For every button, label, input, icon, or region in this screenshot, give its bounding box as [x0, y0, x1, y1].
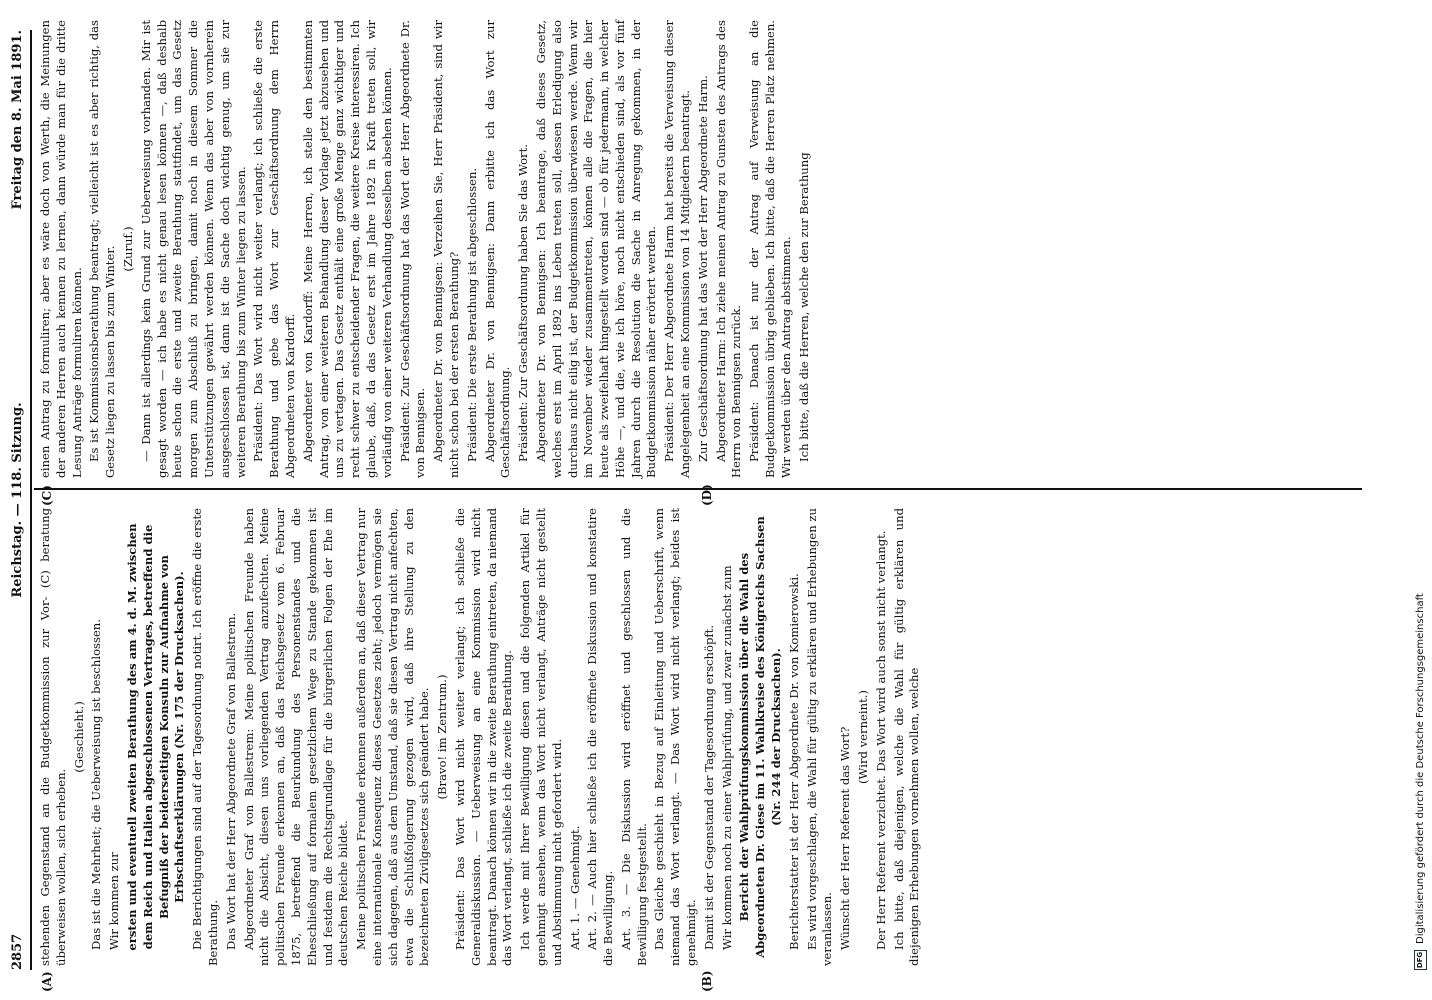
paragraph: Es ist Kommissionsberathung beantragt; vielleicht ist es aber richtig, das Gesetz liegen zu lassen bis zum Winter. [87, 20, 118, 478]
paragraph: Präsident: Die erste Berathung ist abgeschlossen. [464, 167, 479, 462]
paragraph: Präsident: Zur Geschäftsordnung hat das Wort der Herr Abgeordnete Dr. von Bennigsen. [397, 20, 428, 478]
paragraph: Art. 1. — Genehmigt. [567, 825, 582, 950]
paragraph: (Bravo! im Zentrum.) [435, 674, 450, 800]
paragraph: Die Berichtigungen sind auf der Tagesordnung notirt. Ich eröffne die erste Berathung. [190, 508, 220, 966]
paragraph: Abgeordneter Harm: Ich ziehe meinen Antrag zu Gunsten des Antrags des Herrn von Bennigsen zurück. [713, 20, 744, 478]
paragraph: Das Gleiche geschieht in Bezug auf Einleitung und Ueberschrift, wenn niemand das Wort verlangt. — Das Wort wird nicht verlangt; beides ist genehmigt. [652, 508, 699, 966]
paragraph: Wir kommen noch zu einer Wahlprüfung, und zwar zunächst zum [719, 565, 734, 950]
paragraph: Ich bitte, daß diejenigen, welche die Wahl für gültig erklären und diejenigen Erhebungen vornehmen wollen, welche [891, 508, 922, 966]
header-rule [30, 30, 32, 970]
paragraph: Meine politischen Freunde erkennen außerdem an, daß dieser Vertrag nur eine internationale Konsequenz dieses Gesetzes zieht; jedoch vermögen sie sich dagegen, daß aus dem Umstand, daß sie diesen Vertrag nicht anfechten, etwa die Schlußfolgerung gezogen wird, daß ihre Stellung zu den bezeichneten Zivilgesetzes sich geändert habe. [354, 508, 432, 966]
paragraph: Präsident: Danach ist nur der Antrag auf Verweisung an die Budgetkommission übrig geblieben. Ich bitte, daß die Herren Platz nehmen. Wir werden über den Antrag abstimmen. [747, 20, 793, 478]
paragraph: Wir kommen zur [107, 852, 122, 950]
page-number: 2857 [9, 933, 25, 970]
paragraph: Abgeordneter Dr. von Bennigsen: Ich beantrage, daß dieses Gesetz, welches erst im April 1892 ins Leben treten soll, dessen Erledigung also durchaus nicht eilig ist, der Budgetkommission überwiesen werde. Wenn wir im November wieder zusammentreten, können alle die Fragen, die hier heute als zweifelhaft hingestellt worden sind — ob für jedermann, in welcher Höhe —, und die, wie ich höre, noch nicht entschieden sind, als vor fünf Jahren durch die Resolution die Sache in Anregung gekommen, in der Budgetkommission näher erörtert werden. [533, 20, 659, 478]
header-date: Freitag den 8. Mai 1891. [9, 30, 25, 210]
paragraph: Abgeordneter Graf von Ballestrem: Meine politischen Freunde haben nicht die Absicht, diesen uns vorliegenden Vertrag anzufechten. Meine politischen Freunde erkennen an, daß das Reichsgesetz vom 6. Februar 1875, betreffend die Beurkundung des Personenstandes und die Eheschließung auf formalem gesetzlichem Wege zu Stande gekommen ist und festdem die Rechtsgrundlage für die bürgerlichen Folgen der Ehe im deutschen Reiche bildet. [241, 508, 351, 966]
paragraph: Das ist die Mehrheit; die Ueberweisung ist beschlossen. [89, 619, 104, 950]
footer-credit: Digitalisierung gefördert durch die Deutsche Forschungsgemeinschaft [1414, 593, 1426, 944]
paragraph: stehenden Gegenstand an die Budgetkommission zur Vor- (C) beratung überweisen wollen, sich erheben. [38, 508, 68, 966]
paragraph: Art. 3. — Die Diskussion wird eröffnet und geschlossen und die Bewilligung festgestellt. [618, 508, 649, 966]
paragraph: Abgeordneter Dr. von Bennigsen: Dann erbitte ich das Wort zur Geschäftsordnung. [482, 20, 513, 478]
paragraph: (Zuruf.) [120, 226, 135, 272]
paragraph: (Wird verneint.) [856, 690, 871, 784]
agenda-item-title: Bericht der Wahlprüfungskommission über die Wahl des Abgeordneten Dr. Giese im 11. Wahlkreise des Königreichs Sachsen (Nr. 244 der Drucksachen). [737, 516, 784, 958]
column-divider [34, 488, 1362, 490]
paragraph: Präsident: Zur Geschäftsordnung haben Sie das Wort. [516, 144, 531, 462]
paragraph: Art. 2. — Auch hier schließe ich die eröffnete Diskussion und konstatire die Bewilligung. [585, 508, 616, 966]
paragraph: Abgeordneter Dr. von Bennigsen: Verzeihen Sie, Herr Präsident, sind wir nicht schon bei der ersten Berathung? [431, 20, 461, 478]
page-header [6, 30, 28, 970]
dfg-logo-icon: DFG [1414, 950, 1427, 970]
agenda-item-title: ersten und eventuell zweiten Berathung des am 4. d. M. zwischen dem Reich und Italien abgeschlossenen Vertrages, betreffend die Befugniß der beiderseitigen Konsuln zur Aufnahme von Erbschaftserklärungen (Nr. 175 der Drucksachen). [124, 523, 187, 951]
paragraph: Wünscht der Herr Referent das Wort? [838, 726, 853, 950]
paragraph: Zur Geschäftsordnung hat das Wort der Herr Abgeordnete Harm. [695, 75, 710, 462]
paragraph: Es wird vorgeschlagen, die Wahl für gültig zu erklären und Erhebungen zu veranlassen. [804, 508, 835, 966]
page-footer [1412, 30, 1428, 970]
paragraph: Ich bitte, daß die Herren, welche den zur Berathung [796, 152, 811, 462]
paragraph: Der Herr Referent verzichtet. Das Wort wird auch sonst nicht verlangt. [873, 530, 888, 950]
paragraph: — Dann ist allerdings kein Grund zur Ueberweisung vorhanden. Mir ist gesagt worden — ich habe es nicht genau lesen können —, daß deshalb heute schon die erste und zweite Berathung stattfindet, um das Gesetz morgen zum Abschluß zu bringen, damit noch in diesem Sommer die Unterstützungen gewährt werden können. Wenn das aber von vornherein ausgeschlossen ist, dann ist die Sache doch wichtig genug, um sie zur weiteren Berathung bis zum Winter liegen zu lassen. [138, 20, 248, 478]
header-title: Reichstag. — 118. Sitzung. [9, 402, 25, 598]
margin-mark-c: (C) [40, 485, 54, 506]
left-column [38, 508, 925, 966]
paragraph: Ich werde mit Ihrer Bewilligung diesen und die folgenden Artikel für genehmigt ansehen, wenn das Wort nicht verlangt, Anträge nicht gestellt und Abstimmung nicht gefordert wird. [518, 508, 564, 966]
right-column [38, 20, 814, 478]
paragraph: Das Wort hat der Herr Abgeordnete Graf von Ballestrem. [223, 612, 238, 950]
margin-mark-a: (A) [40, 971, 54, 992]
paragraph: (Geschieht.) [71, 701, 86, 773]
paragraph: Damit ist der Gegenstand der Tagesordnung erschöpft. [701, 624, 716, 950]
paragraph: Abgeordneter von Kardorff: Meine Herren, ich stelle den bestimmten Antrag, von einer weiteren Behandlung dieser Vorlage jetzt abzusehen und uns zu vertagen. Das Gesetz enthält eine große Menge ganz wichtiger und recht schwer zu entscheidender Fragen, die weitere Kreise interessiren. Ich glaube, daß, da das Gesetz erst im Jahre 1892 in Kraft treten soll, wir vorläufig von einer weiteren Verhandlung desselben absehen können. [300, 20, 394, 478]
paragraph: Präsident: Das Wort wird nicht weiter verlangt; ich schließe die Generaldiskussion. — Ueberweisung an eine Kommission wird nicht beantragt. Danach können wir in die zweite Berathung eintreten, da niemand das Wort verlangt, schließe ich die zweite Berathung. [452, 508, 515, 966]
margin-mark-d: (D) [700, 484, 714, 506]
paragraph: Präsident: Der Herr Abgeordnete Harm hat bereits die Verweisung dieser Angelegenheit an eine Kommission von 14 Mitgliedern beantragt. [662, 20, 693, 478]
paragraph: Präsident: Das Wort wird nicht weiter verlangt; ich schließe die erste Berathung und gebe das Wort zur Geschäftsordnung dem Herrn Abgeordneten von Kardorff. [251, 20, 297, 478]
paragraph: einen Antrag zu formuliren; aber es wäre doch von Werth, die Meinungen der anderen Herren auch kennen zu lernen, dann würde man für die dritte Lesung Anträge formuliren können. [38, 20, 84, 478]
paragraph: Berichterstatter ist der Herr Abgeordnete Dr. von Komierowski. [786, 573, 801, 950]
margin-mark-b: (B) [700, 970, 714, 992]
